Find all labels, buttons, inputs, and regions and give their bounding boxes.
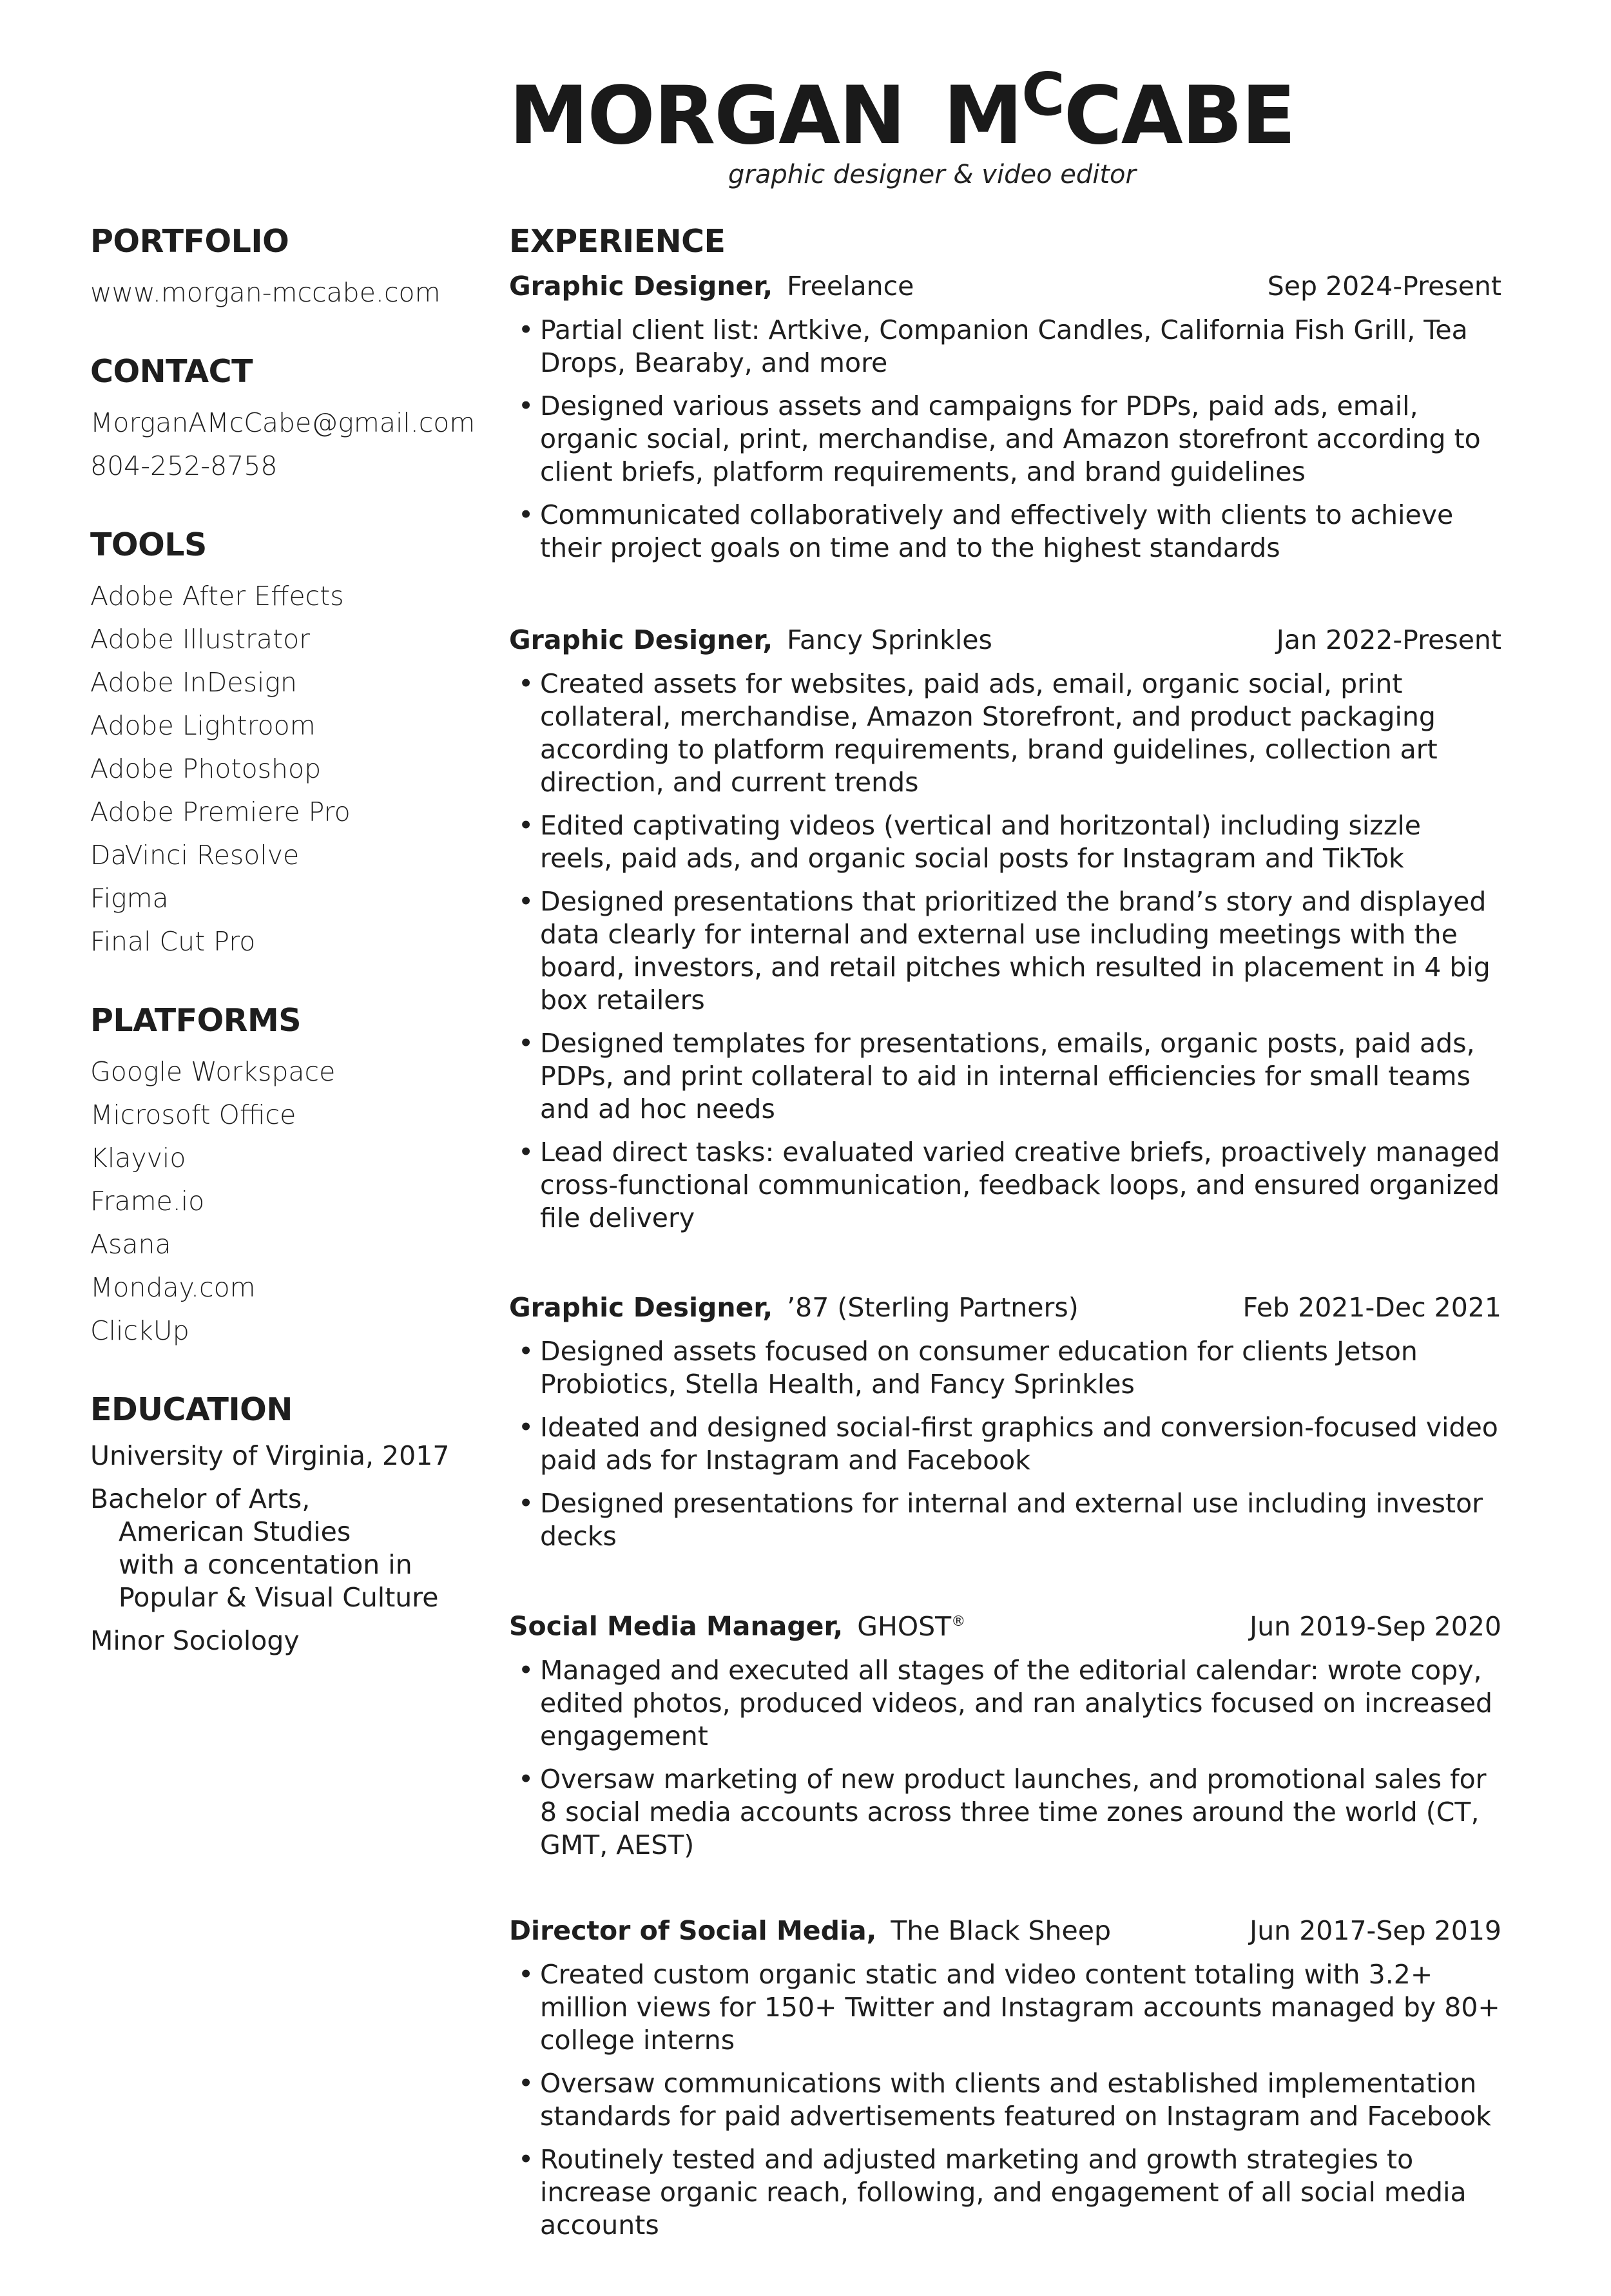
- tool-item: Adobe Illustrator: [90, 624, 311, 655]
- job-company: GHOST: [857, 1610, 952, 1642]
- job-title: Graphic Designer,: [509, 624, 773, 655]
- job-bullet: • Oversaw marketing of new product launches, and promotional sales for 8 social media accounts across three time zones around the world (CT, GMT, AEST): [509, 1763, 1501, 1862]
- platform-item: Google Workspace: [90, 1056, 336, 1087]
- education-section: [90, 1391, 490, 1657]
- job-company: ’87 (Sterling Partners): [787, 1292, 1079, 1323]
- platforms-section: [90, 1002, 490, 1353]
- job-bullet: • Edited captivating videos (vertical and horitzontal) including sizzle reels, paid ads, and organic social posts for Instagram and TikTok: [509, 809, 1501, 875]
- job-entry: [509, 1911, 1501, 2242]
- job-company: Freelance: [787, 271, 914, 302]
- job-company: Fancy Sprinkles: [787, 624, 992, 655]
- job-bullet: • Designed presentations for internal and external use including investor decks: [509, 1487, 1501, 1553]
- platform-item: Microsoft Office: [90, 1099, 296, 1130]
- degree-line: Popular & Visual Culture: [119, 1582, 439, 1613]
- job-header: [509, 266, 1501, 306]
- job-bullets: [509, 668, 1501, 1235]
- tool-item: Adobe Premiere Pro: [90, 796, 351, 827]
- job-dates: Jun 2019-Sep 2020: [1249, 1610, 1501, 1642]
- job-header: [509, 1911, 1501, 1951]
- job-title: Director of Social Media,: [509, 1915, 877, 1946]
- platform-item: ClickUp: [90, 1315, 189, 1346]
- job-bullet: • Routinely tested and adjusted marketing and growth strategies to increase organic reach, following, and engagement of all social media accounts: [509, 2143, 1501, 2242]
- tool-item: Adobe Lightroom: [90, 710, 316, 741]
- job-header: [509, 1602, 1501, 1646]
- name-last-m: M: [943, 70, 1022, 162]
- portfolio-section: [90, 223, 490, 314]
- tagline: graphic designer & video editor: [728, 160, 1136, 189]
- job-bullet: • Communicated collaboratively and effectively with clients to achieve their project goals on time and to the highest standards: [509, 499, 1501, 564]
- candidate-name: [509, 60, 1295, 162]
- job-bullet: • Designed presentations that prioritized the brand’s story and displayed data clearly for internal and external use including meetings with the board, investors, and retail pitches which resulted in placement in 4 big box retailers: [509, 885, 1501, 1017]
- job-bullet: • Designed templates for presentations, emails, organic posts, paid ads, PDPs, and print collateral to aid in internal efficiencies for small teams and ad hoc needs: [509, 1027, 1501, 1126]
- job-title: Graphic Designer,: [509, 1292, 773, 1323]
- job-bullet: • Partial client list: Artkive, Companion Candles, California Fish Grill, Tea Drops, Bearaby, and more: [509, 314, 1501, 380]
- platforms-heading: PLATFORMS: [90, 1002, 302, 1039]
- education-school: University of Virginia, 2017: [90, 1440, 450, 1471]
- job-bullets: [509, 1654, 1501, 1862]
- job-entry: [509, 1602, 1501, 1862]
- platform-item: Asana: [90, 1229, 171, 1260]
- name-last-c: C: [1021, 60, 1064, 129]
- tool-item: Figma: [90, 883, 169, 914]
- job-header: [509, 1288, 1501, 1327]
- job-dates: Feb 2021-Dec 2021: [1242, 1292, 1501, 1323]
- contact-section: [90, 353, 490, 488]
- tools-heading: TOOLS: [90, 526, 207, 563]
- tool-item: Adobe After Effects: [90, 581, 344, 612]
- experience-heading: EXPERIENCE: [509, 223, 726, 260]
- job-bullet: • Created assets for websites, paid ads, email, organic social, print collateral, merchandise, Amazon Storefront, and product packaging according to platform requirements, brand guidelines, collection art direction, and current trends: [509, 668, 1501, 799]
- tool-item: Adobe Photoshop: [90, 753, 322, 784]
- job-bullet: • Designed various assets and campaigns for PDPs, paid ads, email, organic social, print, merchandise, and Amazon storefront according to client briefs, platform requirements, and brand guidelines: [509, 390, 1501, 488]
- job-dates: Jan 2022-Present: [1276, 624, 1501, 655]
- job-dates: Jun 2017-Sep 2019: [1249, 1915, 1501, 1946]
- name-last-rest: CABE: [1063, 70, 1295, 162]
- job-bullet: • Created custom organic static and video content totaling with 3.2+ million views for 150+ Twitter and Instagram accounts managed by 80+ college interns: [509, 1958, 1501, 2057]
- job-bullets: [509, 1335, 1501, 1553]
- job-bullet: • Managed and executed all stages of the editorial calendar: wrote copy, edited photos, produced videos, and ran analytics focused on increased engagement: [509, 1654, 1501, 1753]
- job-title: Social Media Manager,: [509, 1610, 844, 1642]
- job-company: The Black Sheep: [891, 1915, 1111, 1946]
- portfolio-heading: PORTFOLIO: [90, 223, 289, 260]
- contact-phone[interactable]: 804-252-8758: [90, 450, 278, 481]
- job-bullets: [509, 1958, 1501, 2242]
- platform-item: Klayvio: [90, 1143, 186, 1173]
- tool-item: Final Cut Pro: [90, 926, 256, 957]
- education-heading: EDUCATION: [90, 1391, 293, 1428]
- platform-item: Monday.com: [90, 1272, 256, 1303]
- education-minor: Minor Sociology: [90, 1625, 300, 1656]
- sidebar: [90, 223, 490, 1699]
- degree-line: American Studies: [119, 1516, 351, 1547]
- tools-section: [90, 526, 490, 963]
- job-bullet: • Designed assets focused on consumer education for clients Jetson Probiotics, Stella Health, and Fancy Sprinkles: [509, 1335, 1501, 1401]
- degree-line: Bachelor of Arts,: [90, 1483, 311, 1514]
- job-bullet: • Lead direct tasks: evaluated varied creative briefs, proactively managed cross-functional communication, feedback loops, and ensured organized file delivery: [509, 1136, 1501, 1235]
- portfolio-link[interactable]: www.morgan-mccabe.com: [90, 277, 441, 308]
- tool-item: DaVinci Resolve: [90, 840, 300, 871]
- job-bullets: [509, 314, 1501, 564]
- registered-mark: ®: [951, 1614, 966, 1630]
- job-entry: [509, 1288, 1501, 1553]
- degree-line: with a concentation in: [119, 1549, 412, 1580]
- name-first: MORGAN: [509, 70, 905, 162]
- contact-heading: CONTACT: [90, 353, 253, 390]
- job-bullet: • Ideated and designed social-first graphics and conversion-focused video paid ads for Instagram and Facebook: [509, 1411, 1501, 1477]
- job-header: [509, 620, 1501, 660]
- job-dates: Sep 2024-Present: [1267, 271, 1501, 302]
- education-degree: [90, 1483, 490, 1614]
- contact-email[interactable]: MorganAMcCabe@gmail.com: [90, 407, 476, 438]
- experience-section: [509, 223, 1501, 2296]
- job-entry: [509, 266, 1501, 564]
- platform-item: Frame.io: [90, 1186, 205, 1217]
- job-title: Graphic Designer,: [509, 271, 773, 302]
- job-bullet: • Oversaw communications with clients and established implementation standards for paid advertisements featured on Instagram and Facebook: [509, 2067, 1501, 2133]
- tool-item: Adobe InDesign: [90, 667, 297, 698]
- job-entry: [509, 620, 1501, 1235]
